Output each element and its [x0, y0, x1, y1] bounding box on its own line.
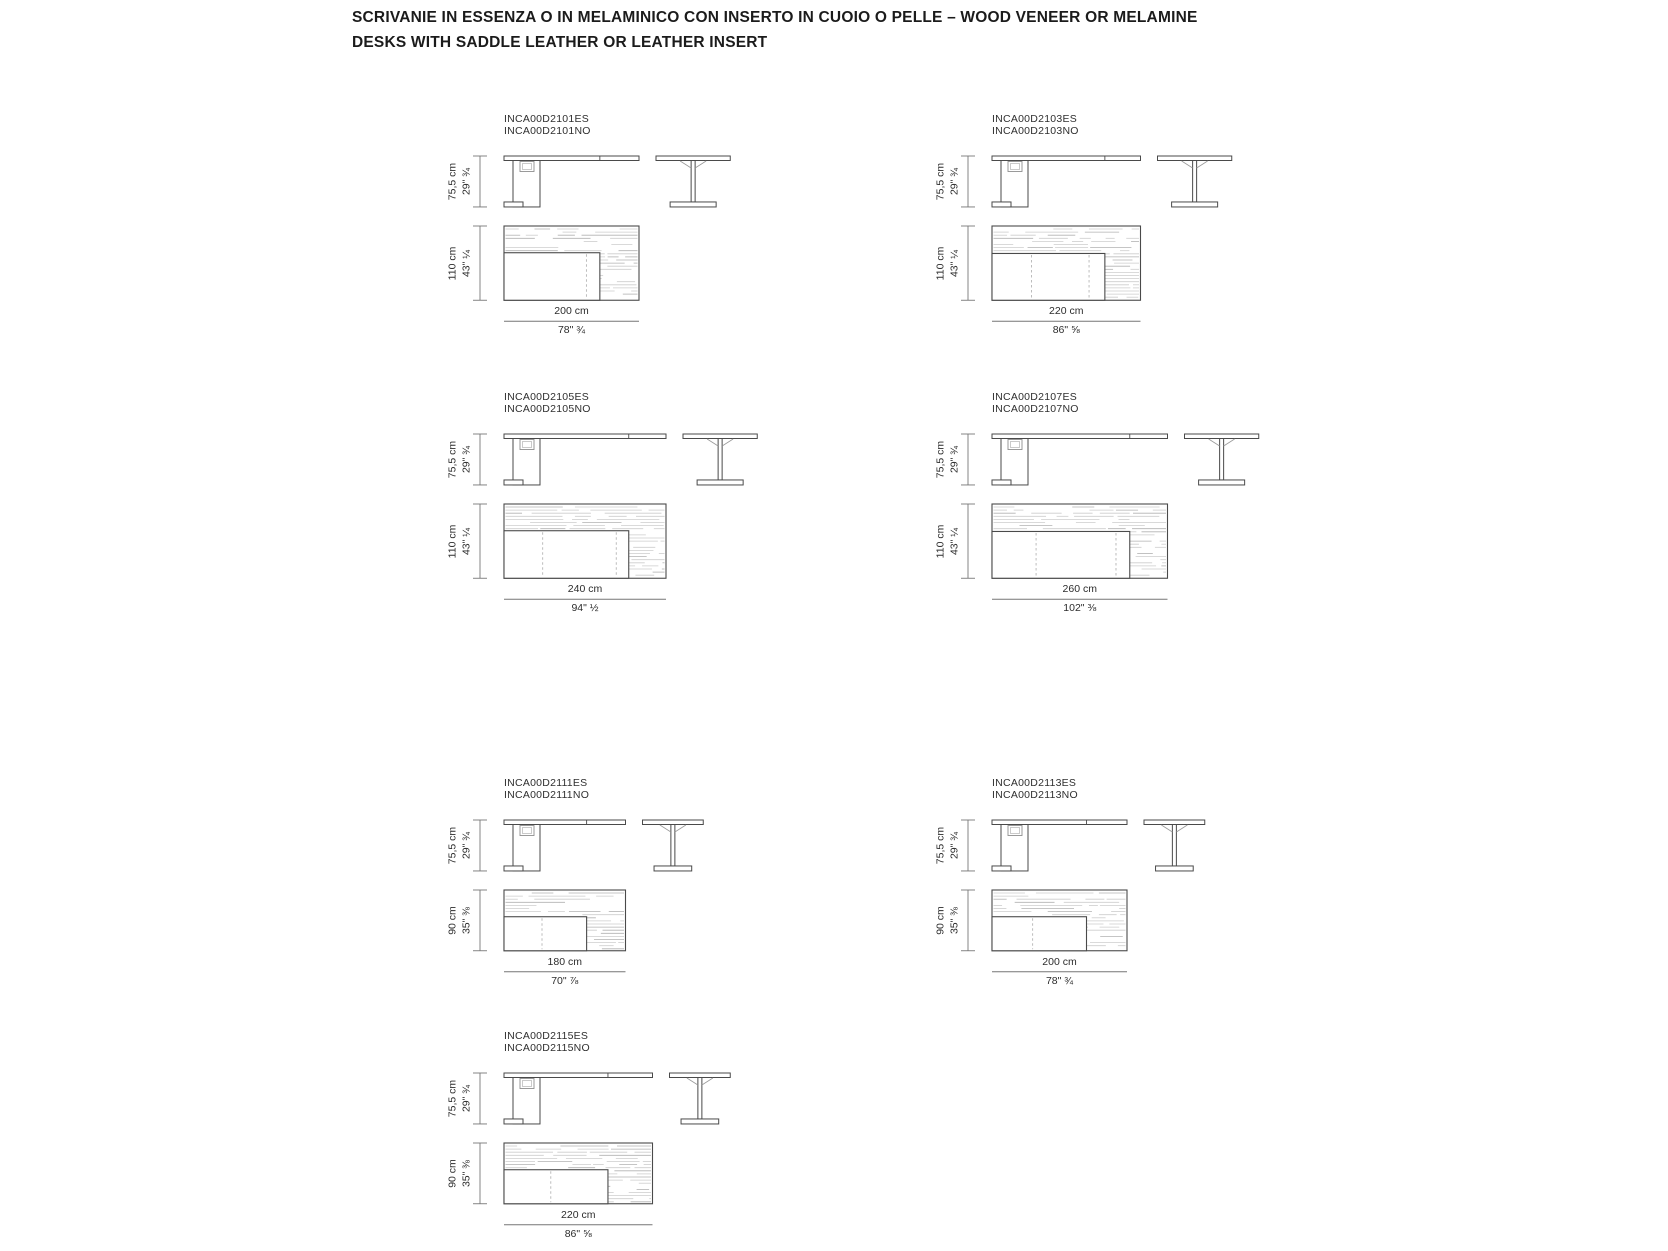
depth-dim-in-label: 35" ⅜	[948, 906, 961, 934]
depth-dim-cm-label: 110 cm	[446, 524, 459, 558]
depth-dim-cm-label: 90 cm	[446, 906, 459, 935]
height-dimension	[473, 1073, 487, 1124]
depth-dimension	[961, 890, 975, 951]
plan-view	[504, 890, 626, 951]
side-elevation	[683, 434, 757, 485]
product-code-no: INCA00D2101NO	[504, 124, 591, 137]
depth-dim-cm-label: 110 cm	[934, 524, 947, 558]
product-code-no: INCA00D2111NO	[504, 788, 590, 801]
depth-dim-cm-label: 110 cm	[446, 246, 459, 280]
product-code-no: INCA00D2115NO	[504, 1041, 590, 1054]
depth-dimension	[473, 504, 487, 578]
side-elevation	[656, 156, 730, 207]
height-dim-cm-label: 75,5 cm	[446, 162, 459, 201]
height-dim-cm-label: 75,5 cm	[446, 440, 459, 479]
depth-dim-cm-label: 110 cm	[934, 246, 947, 280]
product-code-es: INCA00D2101ES	[504, 113, 589, 125]
product-code-es: INCA00D2111ES	[504, 777, 588, 789]
height-dimension	[961, 434, 975, 485]
page-title-line1: SCRIVANIE IN ESSENZA O IN MELAMINICO CON INSERTO IN CUOIO O PELLE – WOOD VENEER OR MELAMINE	[352, 9, 1198, 26]
product-code-es: INCA00D2113ES	[992, 777, 1077, 789]
height-dim-in-label: 29" ¾	[948, 831, 961, 860]
width-dim-in-label: 94" ½	[571, 602, 599, 615]
product-code-es: INCA00D2105ES	[504, 391, 589, 403]
height-dim-cm-label: 75,5 cm	[934, 162, 947, 201]
plan-view	[504, 504, 666, 578]
side-elevation	[1185, 434, 1259, 485]
height-dim-cm-label: 75,5 cm	[934, 440, 947, 479]
product-code-es: INCA00D2115ES	[504, 1030, 589, 1042]
depth-dim-in-label: 43" ¼	[948, 249, 961, 277]
front-elevation	[504, 820, 626, 871]
height-dim-cm-label: 75,5 cm	[446, 826, 459, 865]
plan-view	[992, 504, 1168, 578]
side-elevation	[1144, 820, 1205, 871]
product-code-no: INCA00D2113NO	[992, 788, 1078, 801]
width-dim-in-label: 86" ⅝	[564, 1227, 592, 1240]
desk-spec-block-2103	[922, 114, 1272, 354]
side-elevation	[1158, 156, 1232, 207]
page-title-line2: DESKS WITH SADDLE LEATHER OR LEATHER INSERT	[352, 34, 768, 51]
width-dim-in-label: 86" ⅝	[1052, 324, 1080, 337]
depth-dimension	[961, 226, 975, 300]
height-dimension	[961, 820, 975, 871]
depth-dim-in-label: 43" ¼	[948, 527, 961, 555]
front-elevation	[992, 820, 1127, 871]
height-dim-cm-label: 75,5 cm	[446, 1079, 459, 1118]
front-elevation	[504, 156, 639, 207]
product-code-es: INCA00D2107ES	[992, 391, 1077, 403]
product-code-no: INCA00D2107NO	[992, 402, 1079, 415]
depth-dim-in-label: 43" ¼	[460, 249, 473, 277]
front-elevation	[992, 156, 1141, 207]
width-dim-cm-label: 200 cm	[554, 305, 589, 318]
height-dim-in-label: 29" ¾	[460, 831, 473, 860]
front-elevation	[504, 1073, 653, 1124]
side-elevation	[643, 820, 704, 871]
desk-spec-block-2111	[434, 778, 784, 1018]
product-code-no: INCA00D2105NO	[504, 402, 591, 415]
height-dim-in-label: 29" ¾	[948, 445, 961, 474]
desk-spec-block-2115	[434, 1031, 784, 1251]
depth-dimension	[473, 890, 487, 951]
width-dim-in-label: 70" ⅞	[551, 974, 579, 987]
width-dim-cm-label: 220 cm	[1049, 305, 1084, 318]
height-dim-in-label: 29" ¾	[460, 445, 473, 474]
depth-dimension	[473, 1143, 487, 1204]
height-dimension	[473, 820, 487, 871]
depth-dimension	[473, 226, 487, 300]
desk-spec-block-2113	[922, 778, 1272, 1018]
height-dimension	[473, 156, 487, 207]
product-code-es: INCA00D2103ES	[992, 113, 1077, 125]
width-dim-cm-label: 220 cm	[561, 1208, 596, 1221]
desk-spec-block-2107	[922, 392, 1272, 632]
plan-view	[992, 226, 1141, 300]
depth-dimension	[961, 504, 975, 578]
page-title	[352, 5, 1198, 55]
height-dimension	[473, 434, 487, 485]
plan-view	[504, 226, 639, 300]
side-elevation	[670, 1073, 731, 1124]
depth-dim-cm-label: 90 cm	[934, 906, 947, 935]
width-dim-cm-label: 240 cm	[567, 583, 603, 596]
width-dim-in-label: 78" ¾	[1045, 974, 1074, 987]
height-dim-cm-label: 75,5 cm	[934, 826, 947, 865]
width-dim-cm-label: 260 cm	[1062, 583, 1097, 596]
depth-dim-in-label: 43" ¼	[460, 527, 473, 555]
desk-spec-block-2101	[434, 114, 784, 354]
plan-view	[992, 890, 1127, 951]
front-elevation	[504, 434, 666, 485]
depth-dim-in-label: 35" ⅜	[460, 906, 473, 934]
height-dimension	[961, 156, 975, 207]
width-dim-cm-label: 180 cm	[547, 955, 582, 968]
depth-dim-in-label: 35" ⅜	[460, 1159, 473, 1187]
height-dim-in-label: 29" ¾	[460, 1084, 473, 1113]
width-dim-in-label: 102" ⅜	[1063, 602, 1097, 615]
depth-dim-cm-label: 90 cm	[446, 1159, 459, 1188]
width-dim-cm-label: 200 cm	[1042, 955, 1077, 968]
height-dim-in-label: 29" ¾	[948, 167, 961, 196]
desk-spec-block-2105	[434, 392, 784, 632]
product-code-no: INCA00D2103NO	[992, 124, 1079, 137]
width-dim-in-label: 78" ¾	[557, 324, 586, 337]
plan-view	[504, 1143, 653, 1204]
front-elevation	[992, 434, 1168, 485]
height-dim-in-label: 29" ¾	[460, 167, 473, 196]
